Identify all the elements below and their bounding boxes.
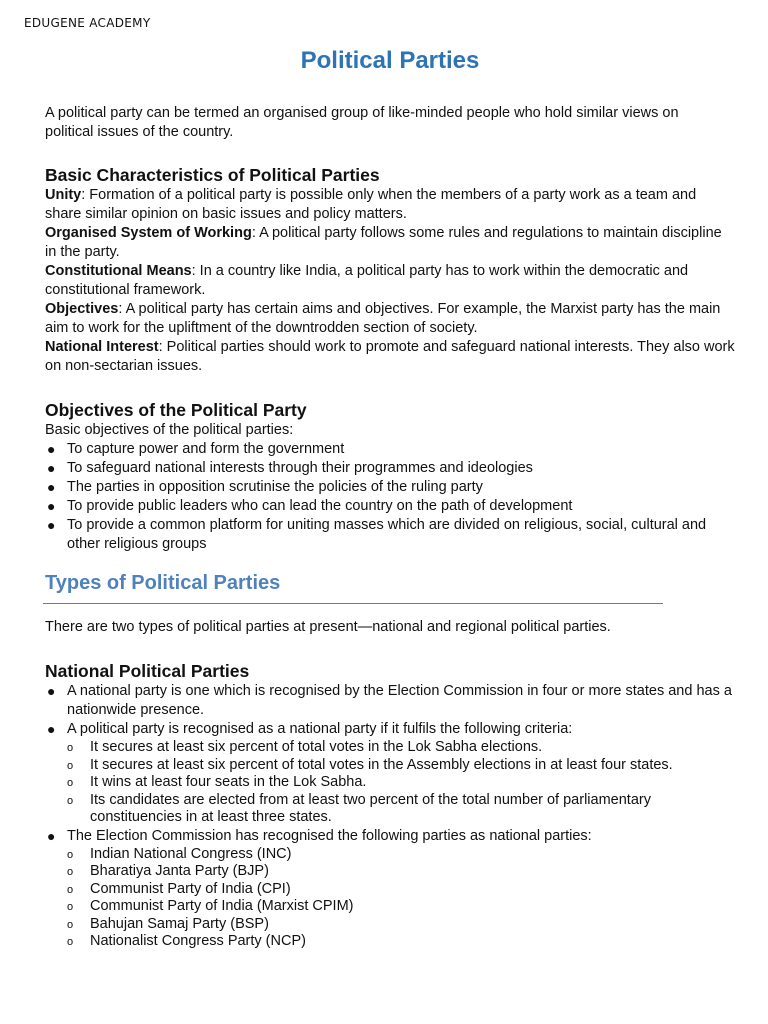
bullet-icon: ● bbox=[47, 683, 56, 699]
characteristic-text: : A political party has certain aims and objectives. For example, the Marxist party has the main aim to work for the upliftment of the downtrodden section of society. bbox=[45, 301, 721, 336]
sub-list-item-text: It wins at least four seats in the Lok Sabha. bbox=[90, 774, 367, 790]
characteristic-term: Objectives bbox=[45, 301, 119, 317]
sub-list-item bbox=[45, 774, 735, 792]
characteristic-text: : A political party follows some rules and regulations to maintain discipline in the party. bbox=[45, 225, 722, 260]
bullet-icon: ● bbox=[47, 721, 56, 737]
sub-list-item bbox=[45, 757, 735, 775]
section-divider bbox=[43, 603, 663, 604]
list-item-text: To provide a common platform for uniting masses which are divided on religious, social, cultural and other religious groups bbox=[67, 517, 707, 552]
circle-bullet-icon: o bbox=[67, 777, 74, 789]
characteristic-item bbox=[45, 186, 735, 224]
bullet-icon: ● bbox=[47, 517, 56, 533]
brand-logo-text: EDUGENE ACADEMY bbox=[24, 15, 151, 31]
sub-list-item bbox=[45, 792, 735, 827]
bullet-icon: ● bbox=[47, 498, 56, 514]
bullet-icon: ● bbox=[47, 479, 56, 495]
circle-bullet-icon: o bbox=[67, 866, 74, 878]
list-item-text: To provide public leaders who can lead the country on the path of development bbox=[67, 498, 573, 514]
sub-list-item-text: Its candidates are elected from at least two percent of the total number of parliamentary constituencies in at least three states. bbox=[90, 791, 651, 825]
list-item-text: To capture power and form the government bbox=[67, 441, 345, 457]
circle-bullet-icon: o bbox=[67, 759, 74, 772]
list-item bbox=[45, 682, 735, 720]
characteristic-item bbox=[45, 338, 735, 376]
list-item bbox=[45, 827, 735, 951]
characteristic-term: Organised System of Working bbox=[45, 225, 252, 241]
parties-list bbox=[45, 846, 735, 951]
circle-bullet-icon: o bbox=[67, 918, 74, 931]
sub-list-item bbox=[45, 863, 735, 881]
sub-list-item-text: Bahujan Samaj Party (BSP) bbox=[90, 915, 269, 932]
sub-list-item-text: Bharatiya Janta Party (BJP) bbox=[90, 863, 269, 879]
sub-list-item bbox=[45, 881, 735, 899]
sub-list-item bbox=[45, 898, 735, 916]
characteristic-item bbox=[45, 224, 735, 262]
circle-bullet-icon: o bbox=[67, 794, 74, 807]
circle-bullet-icon: o bbox=[67, 883, 74, 896]
types-section bbox=[45, 571, 735, 637]
sub-list-item-text: Indian National Congress (INC) bbox=[90, 845, 292, 862]
list-item-text: A political party is recognised as a national party if it fulfils the following criteria: bbox=[67, 721, 573, 737]
objectives-section bbox=[45, 399, 735, 554]
characteristic-text: : Political parties should work to promote and safeguard national interests. They also work on non-sectarian issues. bbox=[45, 339, 735, 374]
sub-list-item-text: Nationalist Congress Party (NCP) bbox=[90, 933, 306, 949]
circle-bullet-icon: o bbox=[67, 742, 74, 754]
characteristic-item bbox=[45, 262, 735, 300]
list-item bbox=[45, 720, 735, 827]
list-item bbox=[45, 459, 735, 478]
sub-list-item bbox=[45, 846, 735, 864]
characteristics-section bbox=[45, 164, 735, 376]
bullet-icon: ● bbox=[47, 460, 56, 476]
list-item-text: The Election Commission has recognised the following parties as national parties: bbox=[67, 827, 592, 844]
list-item bbox=[45, 478, 735, 497]
national-parties-section bbox=[45, 660, 735, 951]
characteristic-item bbox=[45, 300, 735, 338]
national-heading: National Political Parties bbox=[45, 661, 250, 681]
list-item bbox=[45, 516, 735, 554]
sub-list-item-text: It secures at least six percent of total votes in the Assembly elections in at least four states. bbox=[90, 756, 673, 773]
circle-bullet-icon: o bbox=[67, 901, 74, 913]
characteristic-term: National Interest bbox=[45, 339, 159, 355]
intro-paragraph: A political party can be termed an organised group of like-minded people who hold similar views on political issues of the country. bbox=[45, 105, 679, 140]
characteristic-text: : Formation of a political party is possible only when the members of a party work as a team and share similar opinion on basic issues and policy matters. bbox=[45, 187, 697, 222]
sub-list-item bbox=[45, 739, 735, 757]
characteristic-text: : In a country like India, a political party has to work within the democratic and constitutional framework. bbox=[45, 263, 689, 298]
sub-list-item-text: Communist Party of India (Marxist CPIM) bbox=[90, 898, 354, 914]
characteristics-heading: Basic Characteristics of Political Parties bbox=[45, 165, 380, 185]
bullet-icon: ● bbox=[47, 827, 56, 844]
types-paragraph: There are two types of political parties at present—national and regional political parties. bbox=[45, 619, 611, 635]
list-item-text: A national party is one which is recognised by the Election Commission in four or more states and has a nationwide presence. bbox=[67, 683, 732, 718]
list-item bbox=[45, 440, 735, 459]
list-item-text: The parties in opposition scrutinise the policies of the ruling party bbox=[67, 479, 483, 495]
circle-bullet-icon: o bbox=[67, 936, 74, 948]
sub-list-item-text: Communist Party of India (CPI) bbox=[90, 880, 291, 897]
page-title: Political Parties bbox=[300, 47, 480, 74]
objectives-heading: Objectives of the Political Party bbox=[45, 400, 307, 420]
list-item bbox=[45, 497, 735, 516]
national-list bbox=[45, 682, 735, 951]
circle-bullet-icon: o bbox=[67, 848, 74, 861]
sub-list-item bbox=[45, 916, 735, 934]
objectives-lead: Basic objectives of the political parties: bbox=[45, 422, 294, 438]
characteristic-term: Constitutional Means bbox=[45, 263, 192, 279]
sub-list-item-text: It secures at least six percent of total votes in the Lok Sabha elections. bbox=[90, 739, 543, 755]
types-heading: Types of Political Parties bbox=[45, 572, 281, 594]
bullet-icon: ● bbox=[47, 441, 56, 457]
criteria-list bbox=[45, 739, 735, 827]
sub-list-item bbox=[45, 933, 735, 951]
characteristic-term: Unity bbox=[45, 187, 82, 203]
list-item-text: To safeguard national interests through their programmes and ideologies bbox=[67, 460, 533, 476]
objectives-list bbox=[45, 440, 735, 554]
